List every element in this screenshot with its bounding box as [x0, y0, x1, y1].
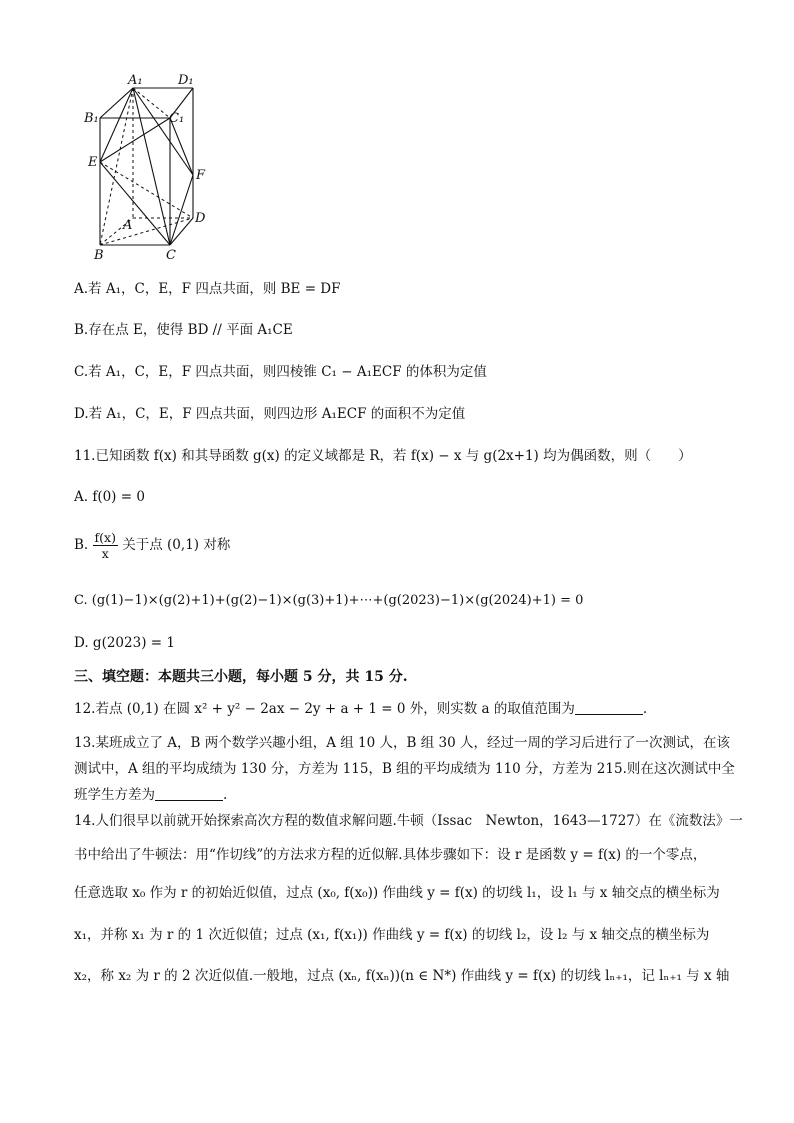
q13-line-3-text: 班学生方差为: [74, 787, 155, 803]
q11-option-b: [74, 530, 230, 561]
prism-figure: [78, 70, 218, 270]
q11-option-b-suffix: 关于点 (0,1) 对称: [122, 537, 231, 553]
label-C1: C₁: [169, 111, 185, 126]
q14-line-5: x₂，称 x₂ 为 r 的 2 次近似值.一般地，过点 (xₙ, f(xₙ))(n ∈ N*) 作曲线 y = f(x) 的切线 lₙ₊₁，记 lₙ₊₁ 与 x 轴: [74, 968, 730, 984]
q11-option-b-prefix: B.: [74, 537, 89, 553]
label-D: D: [195, 211, 206, 226]
answer-blank[interactable]: [575, 700, 643, 715]
q10-option-a: A.若 A₁，C，E，F 四点共面，则 BE = DF: [74, 281, 341, 297]
q11-option-a: A. f(0) = 0: [74, 489, 145, 505]
q10-option-d: D.若 A₁，C，E，F 四点共面，则四边形 A₁ECF 的面积不为定值: [74, 406, 466, 422]
q14-line-4: x₁，并称 x₁ 为 r 的 1 次近似值；过点 (x₁, f(x₁)) 作曲线 y = f(x) 的切线 l₂，设 l₂ 与 x 轴交点的横坐标为: [74, 927, 710, 943]
fraction: [93, 530, 118, 561]
label-A1: A₁: [128, 73, 143, 88]
label-F: F: [196, 168, 206, 183]
q13-line-2: 测试中，A 组的平均成绩为 130 分，方差为 115，B 组的平均成绩为 110 分，方差为 215.则在这次测试中全: [74, 761, 735, 777]
fraction-numerator: f(x): [94, 530, 116, 545]
q14-line-1: 14.人们很早以前就开始探索高次方程的数值求解问题.牛顿（Issac Newton，1643—1727）在《流数法》一: [74, 813, 743, 829]
q13-end: .: [223, 787, 228, 803]
q14-line-2: 书中给出了牛顿法：用“作切线”的方法求方程的近似解.具体步骤如下：设 r 是函数 y = f(x) 的一个零点，: [74, 847, 707, 863]
q11-option-c: C. (g(1)−1)×(g(2)+1)+(g(2)−1)×(g(3)+1)+⋯+(g(2023)−1)×(g(2024)+1) = 0: [74, 593, 584, 608]
label-B: B: [94, 248, 104, 263]
fraction-denominator: x: [101, 546, 109, 561]
label-E: E: [88, 155, 98, 170]
q11-option-d: D. g(2023) = 1: [74, 635, 175, 651]
section-heading: 三、填空题：本题共三小题，每小题 5 分，共 15 分.: [74, 669, 408, 685]
label-D1: D₁: [178, 73, 194, 88]
answer-blank[interactable]: [155, 786, 223, 801]
q12-end: .: [642, 701, 648, 717]
q11-stem: 11.已知函数 f(x) 和其导函数 g(x) 的定义域都是 R，若 f(x) − x 与 g(2x+1) 均为偶函数，则（ ）: [74, 448, 692, 464]
q10-option-b: B.存在点 E，使得 BD // 平面 A₁CE: [74, 322, 293, 338]
q12-stem: 12.若点 (0,1) 在圆 x² + y² − 2ax − 2y + a + 1 = 0 外，则实数 a 的取值范围为: [74, 701, 575, 717]
q10-option-c: C.若 A₁，C，E，F 四点共面，则四棱锥 C₁ − A₁ECF 的体积为定值: [74, 364, 487, 380]
q14-line-3: 任意选取 x₀ 作为 r 的初始近似值，过点 (x₀, f(x₀)) 作曲线 y = f(x) 的切线 l₁，设 l₁ 与 x 轴交点的横坐标为: [74, 885, 720, 901]
label-A: A: [123, 218, 133, 233]
label-B1: B₁: [84, 111, 99, 126]
q13-line-3: [74, 785, 227, 805]
q13-line-1: 13.某班成立了 A，B 两个数学兴趣小组，A 组 10 人，B 组 30 人，经过一周的学习后进行了一次测试，在该: [74, 735, 730, 751]
q12-text: [74, 699, 647, 719]
label-C: C: [166, 248, 176, 263]
